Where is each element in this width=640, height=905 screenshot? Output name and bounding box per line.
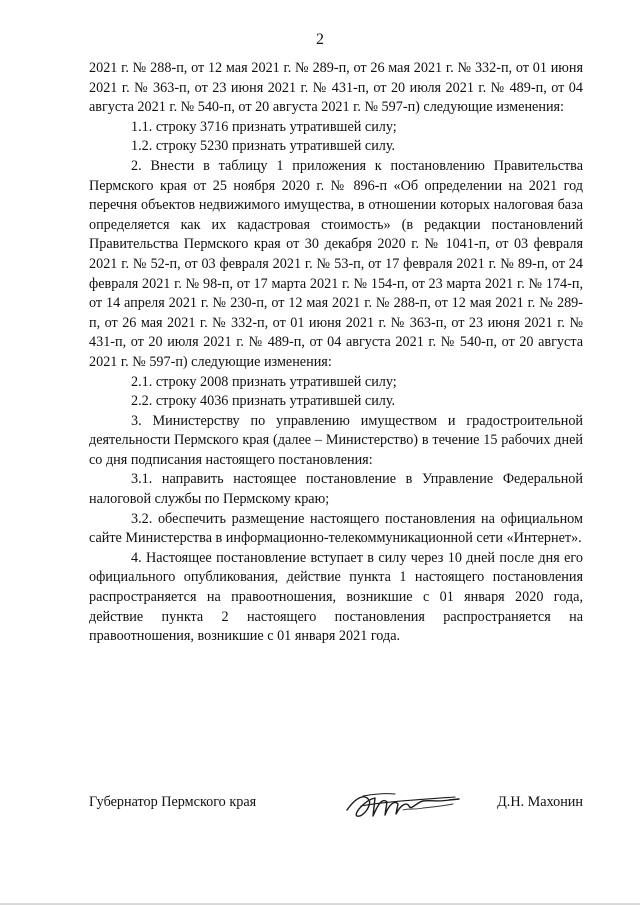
paragraph-2-1: 2.1. строку 2008 признать утратившей силу;	[131, 373, 397, 390]
paragraph-2: 2. Внести в таблицу 1 приложения к постановлению Правительства Пермского края от 25 ноября 2020 г. № 896-п «Об определении на 2021 год перечня объектов недвижимого имущества, в отношении которых налоговая база определяется как их кадастровая стоимость» (в редакции постановлений Правительства Пермского края от 30 декабря 2020 г. № 1041-п, от 03 февраля 2021 г. № 52-п, от 03 февраля 2021 г. № 53-п, от 17 февраля 2021 г. № 89-п, от 24 февраля 2021 г. № 98-п, от 17 марта 2021 г. № 154-п, от 23 марта 2021 г. № 174-п, от 14 апреля 2021 г. № 230-п, от 12 мая 2021 г. № 288-п, от 12 мая 2021 г. № 289-п, от 26 мая 2021 г. № 332-п, от 01 июня 2021 г. № 363-п, от 23 июня 2021 г. № 431-п, от 20 июля 2021 г. № 489-п, от 04 августа 2021 г. № 540-п, от 20 августа 2021 г. № 597-п) следующие изменения:	[89, 157, 583, 370]
paragraph-continuation: 2021 г. № 288-п, от 12 мая 2021 г. № 289-п, от 26 мая 2021 г. № 332-п, от 01 июня 2021 г. № 363-п, от 23 июня 2021 г. № 431-п, от 20 июля 2021 г. № 489-п, от 04 августа 2021 г. № 540-п, от 20 августа 2021 г. № 597-п) следующие изменения:	[89, 60, 583, 116]
paragraph-3-1: 3.1. направить настоящее постановление в Управление Федеральной налоговой службы по Пермскому краю;	[89, 471, 583, 508]
signatory-title: Губернатор Пермского края	[89, 794, 257, 810]
paragraph-3-2: 3.2. обеспечить размещение настоящего постановления на официальном сайте Министерства в информационно-телекоммуникационной сети «Интернет».	[89, 510, 583, 547]
paragraph-3: 3. Министерству по управлению имуществом и градостроительной деятельности Пермского края (далее – Министерство) в течение 15 рабочих дней со дня подписания настоящего постановления:	[89, 412, 583, 468]
signature-block	[89, 788, 583, 828]
signatory-name: Д.Н. Махонин	[497, 794, 583, 810]
handwritten-signature	[343, 788, 463, 824]
page-number: 2	[316, 31, 324, 48]
paragraph-1-1: 1.1. строку 3716 признать утратившей силу;	[131, 118, 397, 135]
paragraph-1-2: 1.2. строку 5230 признать утратившей силу.	[131, 138, 396, 155]
paragraph-2-2: 2.2. строку 4036 признать утратившей силу.	[131, 393, 396, 410]
scan-bottom-edge	[0, 900, 640, 905]
document-body	[89, 59, 583, 647]
paragraph-4: 4. Настоящее постановление вступает в силу через 10 дней после дня его официального опубликования, действие пункта 1 настоящего постановления распространяется на правоотношения, возникшие с 01 января 2020 года, действие пункта 2 настоящего постановления распространяется на правоотношения, возникшие с 01 января 2021 года.	[89, 549, 583, 645]
